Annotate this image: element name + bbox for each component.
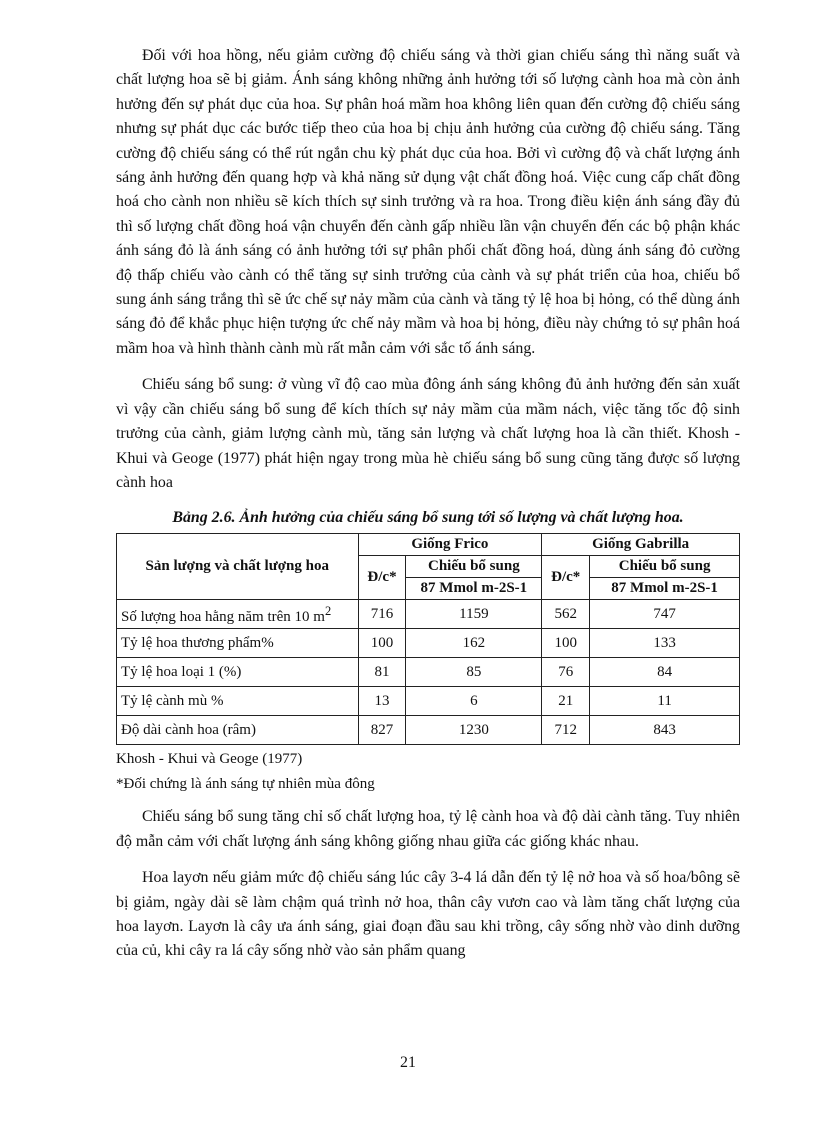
table-row [117,600,740,629]
cell-value: 747 [590,600,740,629]
row-header: Sản lượng và chất lượng hoa [117,534,359,600]
cell-value: 1159 [406,600,542,629]
group-header-frico: Giống Frico [358,534,542,556]
cell-value: 13 [358,687,406,716]
cell-value: 100 [358,629,406,658]
paragraph-light-quality: Chiếu sáng bổ sung tăng chỉ số chất lượng hoa, tỷ lệ cành hoa và độ dài cành tăng. Tuy nhiên độ mẫn cảm với chất lượng ánh sáng không giống nhau giữa các giống khác nhau. [116,808,740,850]
table-source-note: Khosh - Khui và Geoge (1977) [116,751,303,768]
cell-value: 712 [542,716,590,745]
page-number: 21 [400,1054,416,1071]
table-row [117,716,740,745]
subheader-control-gabrilla: Đ/c* [542,556,590,600]
subheader-treatment-unit-frico: 87 Mmol m-2S-1 [406,578,542,600]
row-label: Tỷ lệ hoa thương phẩm% [117,629,359,658]
cell-value: 84 [590,658,740,687]
cell-value: 716 [358,600,406,629]
cell-value: 11 [590,687,740,716]
paragraph-gladiolus: Hoa layơn nếu giảm mức độ chiếu sáng lúc cây 3-4 lá dẫn đến tỷ lệ nở hoa và số hoa/bông sẽ bị giảm, ngày dài sẽ làm chậm quá trình nở hoa, thân cây vươn cao và làm tăng chất lượng của hoa layơn. Layơn là cây ưa ánh sáng, giai đoạn đầu sau khi trồng, cây sống nhờ vào dinh dưỡng của củ, khi cây ra lá cây sống nhờ vào sản phẩm quang [116,869,740,960]
cell-value: 562 [542,600,590,629]
subheader-control-frico: Đ/c* [358,556,406,600]
table-row [117,629,740,658]
table-row [117,687,740,716]
cell-value: 21 [542,687,590,716]
table-footnote: *Đối chứng là ánh sáng tự nhiên mùa đông [116,776,375,793]
row-label: Số lượng hoa hằng năm trên 10 $m^2$ [117,600,359,629]
paragraph-supplementary-light: Chiếu sáng bổ sung: ở vùng vĩ độ cao mùa đông ánh sáng không đủ ảnh hưởng đến sản xuất vì vậy cần chiếu sáng bổ sung để kích thích sự nảy mầm của mầm nách, việc tăng tốc độ sinh trưởng của cành, giảm lượng cành mù, tăng sản lượng và chất lượng hoa là cần thiết. Khosh - Khui và Geoge (1977) phát hiện ngay trong mùa hè chiếu sáng bổ sung cũng tăng được số lượng cành hoa [116,376,740,491]
cell-value: 100 [542,629,590,658]
paragraph-rose-light: Đối với hoa hồng, nếu giảm cường độ chiếu sáng và thời gian chiếu sáng thì năng suất và chất lượng hoa sẽ bị giảm. Ánh sáng không những ảnh hưởng tới số lượng cành hoa mà còn ảnh hưởng đến sự phát dục của hoa. Sự phân hoá mầm hoa không liên quan đến cường độ chiếu sáng nhưng sự phát dục các bước tiếp theo của hoa bị chịu ảnh hưởng của cường độ chiếu sáng. Tăng cường độ chiếu sáng có thể rút ngắn chu kỳ phát dục của hoa. Bởi vì cường độ và chất lượng ánh sáng ảnh hưởng đến quang hợp và khả năng sử dụng vật chất đồng hoá. Việc cung cấp chất đồng hoá cho cành non nhiều sẽ kích thích sự sinh trưởng và ra hoa. Trong điều kiện ánh sáng đầy đủ thì số lượng chất đồng hoá vận chuyển đến cành gấp nhiều lần vận chuyển đến các bộ phận khác ánh sáng đỏ là ánh sáng có ảnh hưởng tới sự phân phối chất đồng hoá, dùng ánh sáng đỏ cường độ thấp chiếu vào cành có thể tăng sự sinh trưởng của cành và sự phát triển của hoa, chiếu bổ sung ánh sáng trắng thì sẽ ức chế sự nảy mầm của cành và tăng tỷ lệ hoa bị hỏng, có thể dùng ánh sáng đỏ để khắc phục hiện tượng ức chế nảy mầm và hoa bị hỏng, điều này chứng tỏ sự phân hoá mầm hoa và hình thành cành mù rất mẫn cảm với sắc tố ánh sáng. [116,47,740,357]
row-label: Tỷ lệ hoa loại 1 (%) [117,658,359,687]
group-header-gabrilla: Giống Gabrilla [542,534,740,556]
cell-value: 162 [406,629,542,658]
subheader-treatment-unit-gabrilla: 87 Mmol m-2S-1 [590,578,740,600]
row-label: Độ dài cành hoa (râm) [117,716,359,745]
subheader-treatment-gabrilla: Chiếu bổ sung [590,556,740,578]
subheader-treatment-frico: Chiếu bổ sung [406,556,542,578]
cell-value: 6 [406,687,542,716]
supplementary-light-table [116,533,740,745]
superscript: 2 [324,603,332,618]
page-content [116,44,740,976]
cell-value: 133 [590,629,740,658]
table-row [117,658,740,687]
cell-value: 827 [358,716,406,745]
table-caption: Bảng 2.6. Ảnh hưởng của chiếu sáng bổ sung tới số lượng và chất lượng hoa. [172,509,684,527]
row-label: Tỷ lệ cành mù % [117,687,359,716]
cell-value: 843 [590,716,740,745]
cell-value: 85 [406,658,542,687]
cell-value: 76 [542,658,590,687]
cell-value: 81 [358,658,406,687]
cell-value: 1230 [406,716,542,745]
